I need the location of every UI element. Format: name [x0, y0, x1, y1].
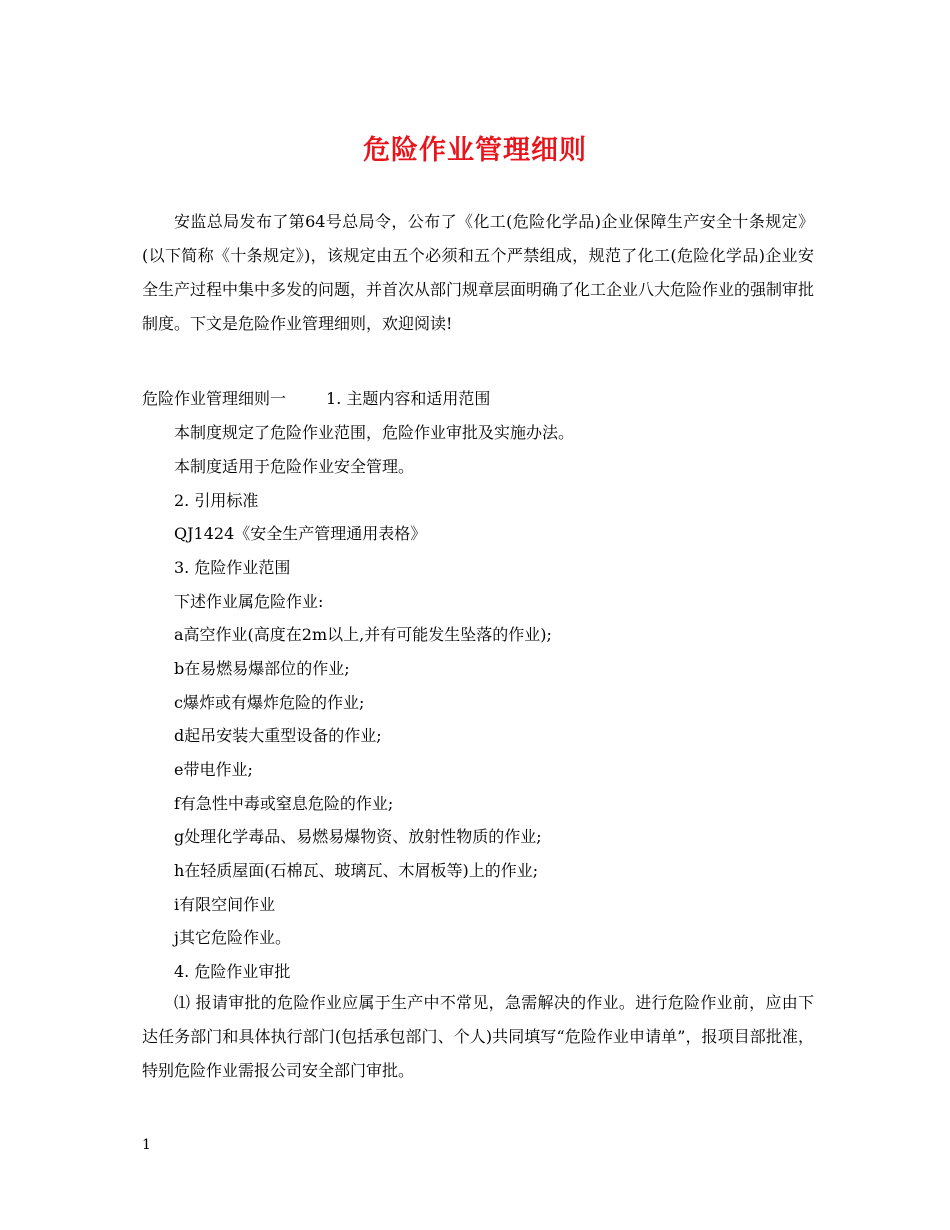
page-number: 1	[142, 1137, 151, 1153]
list-item: g处理化学毒品、易燃易爆物资、放射性物质的作业;	[174, 827, 542, 846]
approval-paragraph: ⑴ 报请审批的危险作业应属于生产中不常见，急需解决的作业。进行危险作业前，应由下达任务部门和具体执行部门(包括承包部门、个人)共同填写“危险作业申请单”，报项目部批准，特别危险作业需报公司安全部门审批。	[142, 993, 814, 1080]
body-line: QJ1424《安全生产管理通用表格》	[174, 524, 427, 543]
body-line: 下述作业属危险作业:	[174, 592, 324, 611]
intro-paragraph: 安监总局发布了第64号总局令，公布了《化工(危险化学品)企业保障生产安全十条规定》(以下简称《十条规定》)，该规定由五个必须和五个严禁组成，规范了化工(危险化学品)企业安全生产过程中集中多发的问题，并首次从部门规章层面明确了化工企业八大危险作业的强制审批制度。下文是危险作业管理细则，欢迎阅读!	[142, 212, 815, 333]
section-heading: 1. 主题内容和适用范围	[326, 389, 491, 408]
section-heading-line	[142, 389, 490, 409]
list-item: b在易燃易爆部位的作业;	[174, 659, 350, 678]
list-item: d起吊安装大重型设备的作业;	[174, 726, 382, 745]
list-item: i有限空间作业	[174, 895, 276, 914]
document-title: 危险作业管理细则	[363, 135, 587, 166]
body-line: 4. 危险作业审批	[174, 962, 291, 981]
body-line: 2. 引用标准	[174, 491, 259, 510]
body-line: 本制度适用于危险作业安全管理。	[174, 457, 415, 476]
body-line: 本制度规定了危险作业范围，危险作业审批及实施办法。	[174, 423, 575, 442]
list-item: c爆炸或有爆炸危险的作业;	[174, 693, 365, 712]
section-heading-prefix: 危险作业管理细则一	[142, 389, 287, 408]
list-item: e带电作业;	[174, 760, 253, 779]
list-item: f有急性中毒或窒息危险的作业;	[174, 794, 394, 813]
list-item: j其它危险作业。	[174, 928, 291, 947]
list-item: h在轻质屋面(石棉瓦、玻璃瓦、木屑板等)上的作业;	[174, 861, 539, 880]
list-item: a高空作业(高度在2m以上,并有可能发生坠落的作业);	[174, 625, 552, 644]
body-line: 3. 危险作业范围	[174, 558, 291, 577]
